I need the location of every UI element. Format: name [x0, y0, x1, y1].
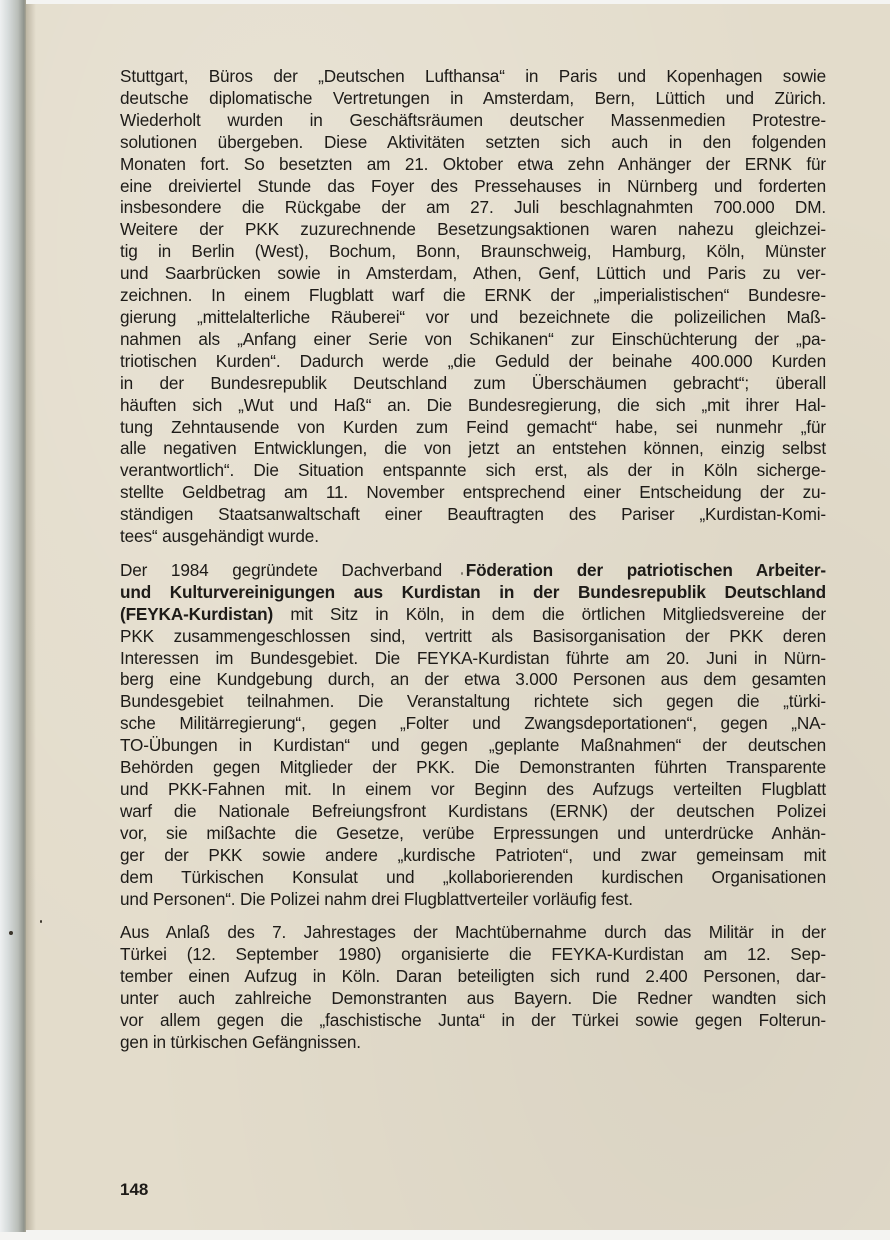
text-line: Stuttgart, Büros der „Deutschen Lufthansa“ in Paris und Kopenhagen sowie	[120, 66, 826, 86]
document-page	[26, 4, 890, 1230]
text-line: und Saarbrücken sowie in Amsterdam, Athen, Genf, Lüttich und Paris zu ver-	[120, 263, 826, 284]
text-segment: Der 1984 gegründete Dachverband	[120, 559, 466, 580]
paragraph-3	[120, 922, 826, 1053]
text-line: tung Zehntausende von Kurden zum Feind gemacht“ habe, sei nunmehr „für	[120, 416, 826, 437]
text-line: berg eine Kundgebung durch, an der etwa 3.000 Personen aus dem gesamten	[120, 669, 826, 690]
scan-speck	[9, 931, 13, 935]
text-line: warf die Nationale Befreiungsfront Kurdistans (ERNK) der deutschen Polizei	[120, 800, 826, 821]
text-line: dem Türkischen Konsulat und „kollaborierenden kurdischen Organisationen	[120, 866, 826, 887]
text-line: sche Militärregierung“, gegen „Folter und Zwangsdeportationen“, gegen „NA-	[120, 713, 826, 734]
text-segment: mit Sitz in Köln, in dem die örtlichen Mitgliedsvereine der	[273, 603, 826, 624]
text-line: vor, sie mißachte die Gesetze, verübe Erpressungen und unterdrücke Anhän-	[120, 822, 826, 843]
text-line: Weitere der PKK zuzurechnende Besetzungsaktionen waren nahezu gleichzei-	[120, 219, 826, 240]
text-line: tees“ ausgehändigt wurde.	[120, 526, 319, 547]
text-line: solutionen übergeben. Diese Aktivitäten setzten sich auch in den folgenden	[120, 131, 826, 152]
text-line	[120, 604, 826, 626]
text-line: tember einen Aufzug in Köln. Daran beteiligten sich rund 2.400 Personen, dar-	[120, 966, 826, 987]
text-line: gen in türkischen Gefängnissen.	[120, 1031, 361, 1052]
text-line: unter auch zahlreiche Demonstranten aus Bayern. Die Redner wandten sich	[120, 988, 826, 1009]
text-line: PKK zusammengeschlossen sind, vertritt als Basisorganisation der PKK deren	[120, 625, 826, 646]
text-line: triotischen Kurden“. Dadurch werde „die Geduld der beinahe 400.000 Kurden	[120, 350, 826, 371]
text-line: gierung „mittelalterliche Räuberei“ vor und bezeichnete die polizeilichen Maß-	[120, 306, 826, 327]
text-line: Interessen im Bundesgebiet. Die FEYKA-Kurdistan führte am 20. Juni in Nürn-	[120, 647, 826, 668]
text-line: Türkei (12. September 1980) organisierte die FEYKA-Kurdistan am 12. Sep-	[120, 944, 826, 965]
text-line: verantwortlich“. Die Situation entspannte sich erst, als der in Köln sicherge-	[120, 460, 826, 481]
text-line: tig in Berlin (West), Bochum, Bonn, Braunschweig, Hamburg, Köln, Münster	[120, 241, 826, 262]
text-line: Aus Anlaß des 7. Jahrestages der Machtübernahme durch das Militär in der	[120, 922, 826, 943]
text-line: häuften sich „Wut und Haß“ an. Die Bundesregierung, die sich „mit ihrer Hal-	[120, 394, 826, 415]
organization-name-bold: und Kulturvereinigungen aus Kurdistan in der Bundesrepublik Deutschland	[120, 581, 826, 602]
body-text	[120, 66, 826, 1066]
text-line: vor allem gegen die „faschistische Junta“ in der Türkei sowie gegen Folterun-	[120, 1010, 826, 1031]
text-line: zeichnen. In einem Flugblatt warf die ERNK der „imperialistischen“ Bundesre-	[120, 285, 826, 306]
text-line: deutsche diplomatische Vertretungen in Amsterdam, Bern, Lüttich und Zürich.	[120, 87, 826, 108]
page-number: 148	[120, 1180, 149, 1199]
text-line: und Personen“. Die Polizei nahm drei Flugblattverteiler vorläufig fest.	[120, 888, 633, 909]
organization-name-bold: Föderation der patriotischen Arbeiter-	[465, 559, 826, 580]
paragraph-2	[120, 560, 826, 911]
text-line: Monaten fort. So besetzten am 21. Oktober etwa zehn Anhänger der ERNK für	[120, 153, 826, 174]
text-line: TO-Übungen in Kurdistan“ und gegen „geplante Maßnahmen“ der deutschen	[120, 735, 826, 756]
text-line: ger der PKK sowie andere „kurdische Patrioten“, und zwar gemeinsam mit	[120, 844, 826, 865]
text-line: ständigen Staatsanwaltschaft einer Beauftragten des Pariser „Kurdistan-Komi-	[120, 504, 826, 525]
scan-speck	[40, 920, 42, 923]
text-line: insbesondere die Rückgabe der am 27. Juli beschlagnahmten 700.000 DM.	[120, 197, 826, 218]
text-line	[120, 582, 826, 604]
text-line: Bundesgebiet teilnahmen. Die Veranstaltung richtete sich gegen die „türki-	[120, 691, 826, 712]
text-line: nahmen als „Anfang einer Serie von Schikanen“ zur Einschüchterung der „pa-	[120, 328, 826, 349]
text-line: Behörden gegen Mitglieder der PKK. Die Demonstranten führten Transparente	[120, 757, 826, 778]
text-line: alle negativen Entwicklungen, die von jetzt an entstehen können, einzig selbst	[120, 438, 826, 459]
paragraph-1	[120, 66, 826, 548]
organization-abbrev-bold: (FEYKA-Kurdistan)	[120, 603, 274, 624]
text-line: Wiederholt wurden in Geschäftsräumen deutscher Massenmedien Protestre-	[120, 109, 826, 130]
text-line: in der Bundesrepublik Deutschland zum Überschäumen gebracht“; überall	[120, 372, 826, 393]
scan-binding-edge	[0, 0, 26, 1232]
text-line	[120, 560, 826, 582]
text-line: stellte Geldbetrag am 11. November entsprechend einer Entscheidung der zu-	[120, 482, 826, 503]
text-line: und PKK-Fahnen mit. In einem vor Beginn des Aufzugs verteilten Flugblatt	[120, 779, 826, 799]
text-line: eine dreiviertel Stunde das Foyer des Pressehauses in Nürnberg und forderten	[120, 175, 826, 196]
